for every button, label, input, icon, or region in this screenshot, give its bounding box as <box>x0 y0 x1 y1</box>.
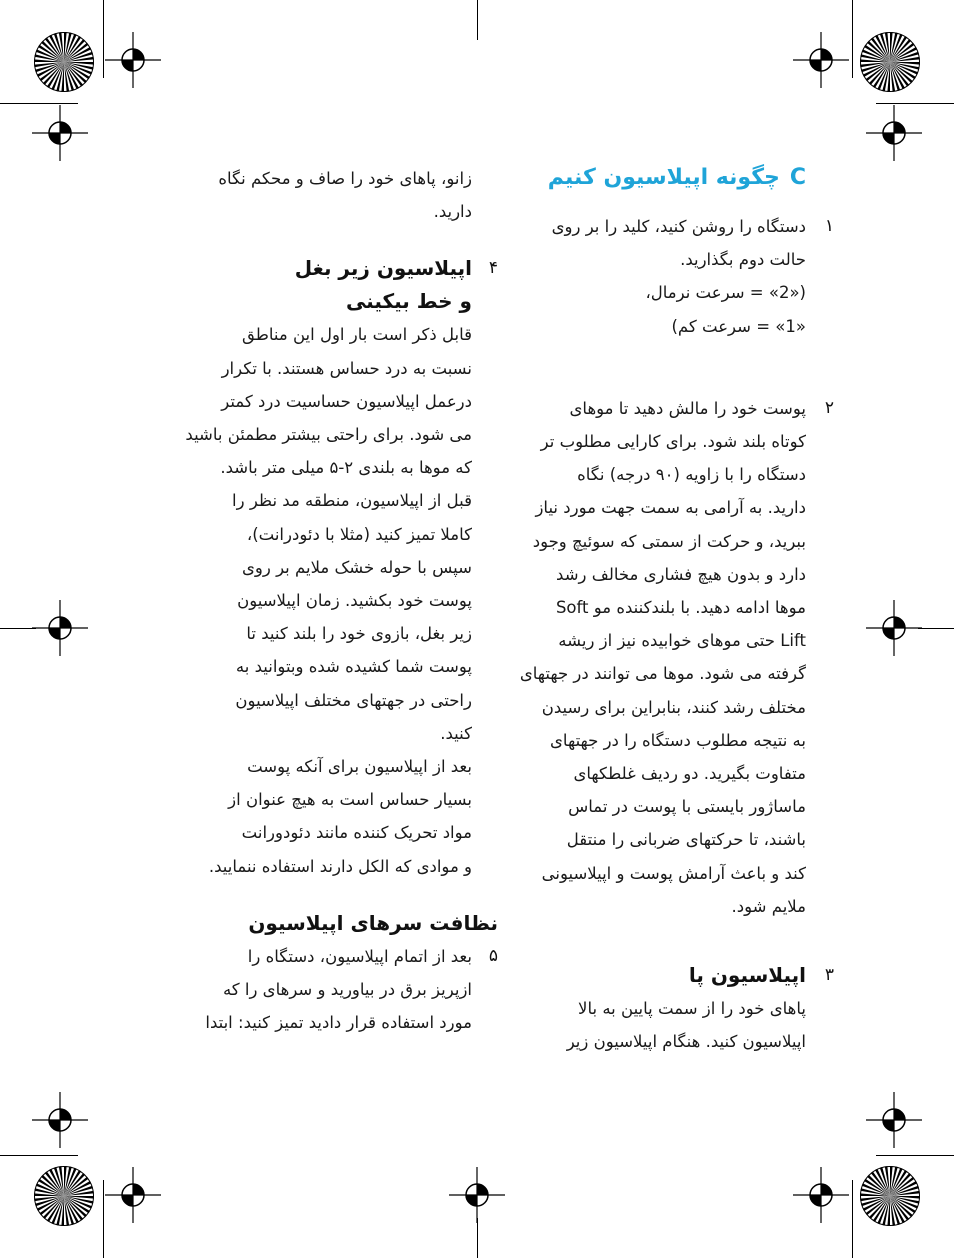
crop-line <box>876 1155 954 1156</box>
text-line: می شود. برای راحتی بیشتر مطمئن باشید <box>185 425 472 445</box>
text-line: متفاوت بگیرید. دو ردیف غلطکهای <box>573 764 806 784</box>
text-line: ملایم شود. <box>731 896 806 916</box>
text-line: حالت دوم بگذارید. <box>680 250 806 270</box>
text-line: به نتیجه مطلوب دستگاه را در جهتهای <box>550 730 806 750</box>
text-line: مواد تحریک کننده مانند دئودورانت <box>241 823 472 843</box>
step-number: ۴ <box>488 258 498 279</box>
starburst-target <box>34 1166 94 1226</box>
text-line: ماساژور بایستی با پوست در تماس <box>568 797 806 817</box>
text-line: کنید. <box>440 723 472 743</box>
text-line: ببرید، و حرکت از سمتی که سوئیچ وجود <box>532 531 806 551</box>
text-line: نسبت به درد حساس هستند. با تکرار <box>221 358 472 378</box>
crop-line <box>0 103 78 104</box>
starburst-target <box>34 32 94 92</box>
text-line: بعد از اپیلاسیون برای آنکه پوست <box>247 757 472 777</box>
registration-mark <box>866 1092 922 1148</box>
crop-line <box>103 1180 104 1258</box>
crop-line <box>0 628 36 629</box>
text-line: پوست شما کشیده شده وبتوانید به <box>235 657 472 677</box>
text-line: پاهای خود را از سمت پایین به بالا <box>578 999 806 1019</box>
right-column <box>488 160 834 1058</box>
step-number: ۱ <box>824 216 834 236</box>
text-line: دارد و بدون هیچ فشاری مخالف رشد <box>556 564 806 584</box>
registration-mark <box>32 600 88 656</box>
registration-mark <box>105 32 161 88</box>
registration-mark <box>105 1167 161 1223</box>
text-line: پوست خود را مالش دهید تا موهای <box>569 398 806 418</box>
step-4 <box>138 252 498 882</box>
step-4-heading-line2: و خط بیکینی <box>345 289 472 314</box>
text-line: Lift حتی موهای خوابیده نیز از ریشه <box>558 631 806 651</box>
text-line: اپیلاسیون کنید. هنگام اپیلاسیون زیر <box>566 1032 806 1052</box>
step-2 <box>488 392 834 923</box>
text-line: دستگاه را روشن کنید، کلید را بر روی <box>551 217 806 236</box>
step-number: ۳ <box>824 965 834 986</box>
registration-mark <box>449 1167 505 1223</box>
crop-line <box>103 0 104 78</box>
text-line: دارید. <box>433 202 472 222</box>
step-3-text <box>488 992 806 1058</box>
step-1-text <box>488 210 806 343</box>
text-line: راحتی در جهتهای مختلف اپیلاسیون <box>235 690 472 710</box>
crop-line <box>852 1180 853 1258</box>
section-heading <box>488 160 806 196</box>
text-line: مختلف رشد کنند، بنابراین برای رسیدن <box>541 697 806 717</box>
section-letter: C <box>789 165 806 190</box>
text-line: قابل ذکر است بار اول این مناطق <box>242 325 472 345</box>
crop-line <box>477 1218 478 1258</box>
step-5-text <box>138 940 472 1040</box>
left-column <box>138 160 498 1039</box>
text-line: کند و باعث آرامش پوست و اپیلاسیونی <box>541 863 806 883</box>
text-line: ازپریز برق در بیاورید و سرهای را که <box>222 980 472 1000</box>
text-line: موها ادامه دهید. با بلندکننده مو Soft <box>555 598 806 618</box>
text-line: مورد استفاده قرار دادید تمیز کنید: ابتدا <box>205 1013 472 1033</box>
step-4-text <box>138 318 472 882</box>
crop-line <box>477 0 478 40</box>
step-1 <box>488 210 834 343</box>
step-4-heading-line1: اپیلاسیون زیر بغل <box>294 256 472 281</box>
text-line: درعمل اپیلاسیون حساسیت درد کمتر <box>221 391 472 411</box>
continuation-text <box>138 162 472 228</box>
starburst-target <box>860 1166 920 1226</box>
step-number: ۵ <box>488 945 498 966</box>
text-line: «1» = سرعت کم) <box>671 316 806 336</box>
step-3 <box>488 959 834 1058</box>
text-line: زانو، پاهای خود را صاف و محکم نگاه <box>218 169 472 188</box>
text-line: گرفته می شود. موها می توانند در جهتهای <box>519 664 806 684</box>
text-line: بعد از اتمام اپیلاسیون، دستگاه را <box>247 946 472 966</box>
registration-mark <box>793 32 849 88</box>
starburst-target <box>860 32 920 92</box>
registration-mark <box>866 600 922 656</box>
step-5 <box>138 940 498 1040</box>
registration-mark <box>793 1167 849 1223</box>
crop-line <box>876 103 954 104</box>
text-line: دارید. به آرامی به سمت جهت مورد نیاز <box>535 498 806 518</box>
text-line: و موادی که الکل دارند استفاده ننمایید. <box>208 856 472 876</box>
registration-mark <box>32 1092 88 1148</box>
text-line: قبل از اپیلاسیون، منطقه مد نظر را <box>232 491 472 511</box>
text-line: پوست خود بکشید. زمان اپیلاسیون <box>237 591 472 611</box>
registration-mark <box>32 105 88 161</box>
step-3-heading: اپیلاسیون پا <box>688 963 806 988</box>
crop-line <box>0 1155 78 1156</box>
crop-line <box>852 0 853 78</box>
text-line: دستگاه را با زاویه (۹۰ درجه) نگاه <box>577 465 806 485</box>
text-line: کاملا تمیز کنید (مثلا با دئودرانت)، <box>246 524 472 544</box>
cleaning-heading: نظافت سرهای اپیلاسیون <box>248 910 498 935</box>
text-line: که موها به بلندی ۲-۵ میلی متر باشد. <box>220 458 472 478</box>
step-2-text <box>488 392 806 923</box>
section-title: چگونه اپیلاسیون کنیم <box>547 165 780 190</box>
text-line: («2» = سرعت نرمال، <box>645 283 806 303</box>
text-line: کوتاه بلند شود. برای کارایی مطلوب تر <box>540 432 806 452</box>
crop-line <box>918 628 954 629</box>
step-number: ۲ <box>824 397 834 418</box>
text-line: باشند، تا حرکتهای ضربانی را منتقل <box>566 830 806 850</box>
text-line: بسیار حساس است به هیچ عنوان از <box>228 790 472 810</box>
text-line: زیر بغل، بازوی خود را بلند کنید تا <box>246 624 472 644</box>
registration-mark <box>866 105 922 161</box>
text-line: سپس با حوله خشک ملایم بر روی <box>241 557 472 577</box>
